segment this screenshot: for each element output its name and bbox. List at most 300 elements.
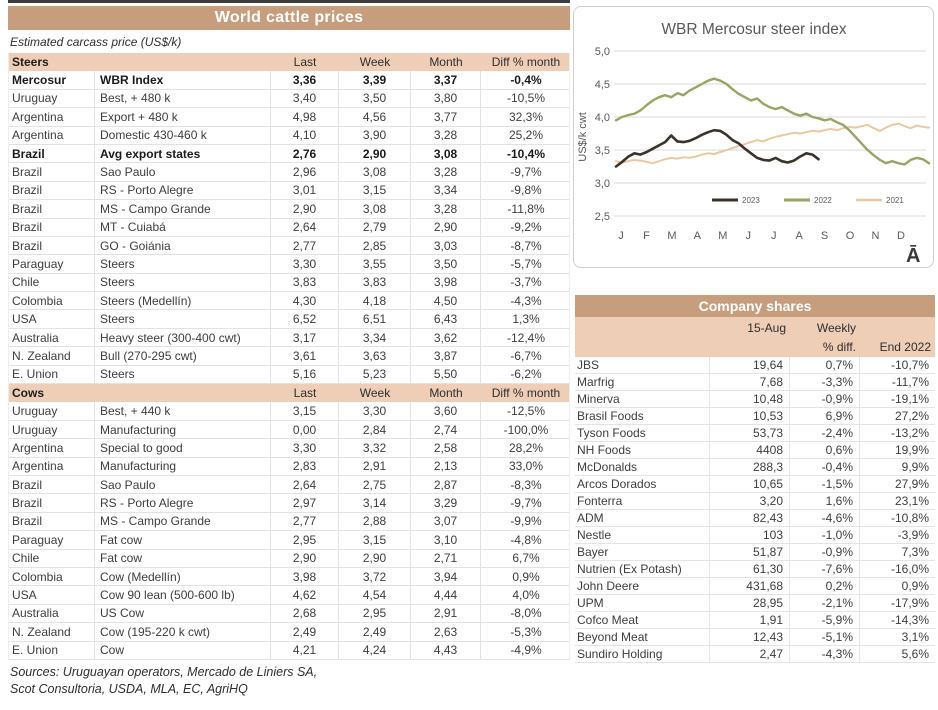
description-cell: Export + 480 k <box>95 108 271 125</box>
company-column-header <box>790 317 860 357</box>
table-row <box>9 347 569 365</box>
x-tick-label: D <box>896 230 905 242</box>
company-column-header <box>575 317 710 357</box>
table-row <box>9 71 569 89</box>
end2022-cell: -10,8% <box>890 511 929 525</box>
x-tick-label: N <box>871 230 880 242</box>
y-tick-label: 3,0 <box>594 178 610 190</box>
month-cell: 2,71 <box>411 550 481 567</box>
table-row <box>9 531 569 549</box>
month-cell: 2,13 <box>411 458 481 475</box>
end2022-cell: 23,1% <box>894 494 929 508</box>
table-row <box>575 629 935 646</box>
country-cell: Argentina <box>9 108 95 125</box>
section-name: Steers <box>12 55 49 70</box>
week-cell: 3,63 <box>339 347 411 364</box>
company-name-cell: John Deere <box>575 578 710 594</box>
diff-cell: -9,8% <box>510 183 542 198</box>
month-cell: 5,50 <box>411 366 481 383</box>
last-cell: 2,64 <box>271 476 339 493</box>
last-cell: 3,30 <box>271 439 339 456</box>
last-cell: 2,77 <box>271 513 339 530</box>
diff-cell: -10,4% <box>506 146 546 161</box>
company-name-cell: Cofco Meat <box>575 612 710 628</box>
description-cell: MS - Campo Grande <box>95 200 271 217</box>
week-cell: 2,79 <box>339 219 411 236</box>
diff-cell: -8,0% <box>510 606 542 621</box>
last-cell: 3,40 <box>271 90 339 107</box>
watermark-glyph: Ā <box>906 245 921 267</box>
country-cell: Australia <box>9 605 95 622</box>
x-tick-label: M <box>667 230 677 242</box>
last-cell: 2,95 <box>271 531 339 548</box>
weekly-diff-cell: -1,5% <box>790 476 860 492</box>
weekly-diff-cell: -5,1% <box>790 629 860 645</box>
country-cell: Brazil <box>9 219 95 236</box>
diff-cell: 1,3% <box>512 312 540 327</box>
company-name-cell: Beyond Meat <box>575 629 710 645</box>
column-header: Last <box>293 386 317 401</box>
weekly-diff-cell: -4,3% <box>790 646 860 662</box>
last-cell: 3,01 <box>271 182 339 199</box>
country-cell: Colombia <box>9 292 95 309</box>
description-cell: Steers <box>95 310 271 327</box>
country-cell: Brazil <box>9 145 95 162</box>
table-row <box>575 357 935 374</box>
price-cell: 4408 <box>710 442 790 458</box>
table-row <box>9 329 569 347</box>
week-cell: 2,90 <box>339 145 411 162</box>
country-cell: Australia <box>9 329 95 346</box>
week-cell: 4,18 <box>339 292 411 309</box>
last-cell: 3,36 <box>271 71 339 88</box>
week-cell: 4,56 <box>339 108 411 125</box>
country-cell: Brazil <box>9 476 95 493</box>
description-cell: Heavy steer (300-400 cwt) <box>95 329 271 346</box>
diff-cell: -6,7% <box>510 348 542 363</box>
table-row <box>9 458 569 476</box>
header-bottom-line: End 2022 <box>879 340 931 354</box>
weekly-diff-cell: -2,4% <box>790 425 860 441</box>
month-cell: 3,87 <box>411 347 481 364</box>
end2022-cell: -16,0% <box>890 562 929 576</box>
price-cell: 12,43 <box>710 629 790 645</box>
last-cell: 3,83 <box>271 274 339 291</box>
table-row <box>575 408 935 425</box>
description-cell: MT - Cuiabá <box>95 219 271 236</box>
table-row <box>575 646 935 663</box>
table-row <box>575 391 935 408</box>
last-cell: 2,90 <box>271 550 339 567</box>
description-cell: Cow (195-220 k cwt) <box>95 623 271 640</box>
month-cell: 3,50 <box>411 255 481 272</box>
country-cell: Chile <box>9 550 95 567</box>
table-row <box>9 586 569 604</box>
end2022-cell: 7,3% <box>901 545 929 559</box>
table-row <box>9 163 569 181</box>
country-cell: E. Union <box>9 642 95 659</box>
description-cell: RS - Porto Alegre <box>95 494 271 511</box>
weekly-diff-cell: -3,3% <box>790 374 860 390</box>
diff-cell: -9,7% <box>510 496 542 511</box>
description-cell: Steers <box>95 255 271 272</box>
month-cell: 3,80 <box>411 90 481 107</box>
y-tick-label: 2,5 <box>594 211 610 223</box>
description-cell: GO - Goiánia <box>95 237 271 254</box>
description-cell: Best, + 440 k <box>95 402 271 419</box>
country-cell: Brazil <box>9 513 95 530</box>
diff-cell: -0,4% <box>510 73 542 88</box>
price-cell: 28,95 <box>710 595 790 611</box>
country-cell: Uruguay <box>9 421 95 438</box>
last-cell: 3,17 <box>271 329 339 346</box>
table-row <box>575 493 935 510</box>
top-divider <box>8 0 570 3</box>
diff-cell: 32,3% <box>508 109 544 124</box>
section-header-row <box>9 53 569 71</box>
price-cell: 53,73 <box>710 425 790 441</box>
country-cell: Brazil <box>9 200 95 217</box>
end2022-cell: 27,2% <box>894 409 929 423</box>
week-cell: 3,72 <box>339 568 411 585</box>
table-row <box>575 544 935 561</box>
week-cell: 2,49 <box>339 623 411 640</box>
table-row <box>9 623 569 641</box>
table-row <box>575 374 935 391</box>
month-cell: 3,98 <box>411 274 481 291</box>
last-cell: 2,97 <box>271 494 339 511</box>
week-cell: 5,23 <box>339 366 411 383</box>
weekly-diff-cell: 0,7% <box>790 357 860 373</box>
last-cell: 5,16 <box>271 366 339 383</box>
table-row <box>9 90 569 108</box>
steer-index-chart <box>574 7 935 269</box>
country-cell: Argentina <box>9 458 95 475</box>
diff-cell: -100,0% <box>503 422 549 437</box>
month-cell: 3,60 <box>411 402 481 419</box>
table-row <box>9 421 569 439</box>
table-row <box>9 108 569 126</box>
price-cell: 1,91 <box>710 612 790 628</box>
diff-cell: -12,4% <box>506 330 546 345</box>
company-name-cell: Arcos Dorados <box>575 476 710 492</box>
end2022-cell: -19,1% <box>890 392 929 406</box>
carcass-price-subtitle: Estimated carcass price (US$/k) <box>10 35 182 49</box>
description-cell: Steers (Medellín) <box>95 292 271 309</box>
world-cattle-prices-title: World cattle prices <box>8 6 570 30</box>
company-name-cell: Marfrig <box>575 374 710 390</box>
weekly-diff-cell: 6,9% <box>790 408 860 424</box>
end2022-cell: 3,1% <box>901 630 929 644</box>
month-cell: 4,43 <box>411 642 481 659</box>
x-tick-label: A <box>795 230 803 242</box>
price-cell: 431,68 <box>710 578 790 594</box>
end2022-cell: -3,9% <box>897 528 929 542</box>
diff-cell: -3,7% <box>510 275 542 290</box>
price-cell: 288,3 <box>710 459 790 475</box>
y-tick-label: 4,5 <box>594 79 610 91</box>
weekly-diff-cell: -7,6% <box>790 561 860 577</box>
table-row <box>575 612 935 629</box>
x-tick-label: J <box>745 230 751 242</box>
end2022-cell: 27,9% <box>894 477 929 491</box>
month-cell: 3,07 <box>411 513 481 530</box>
diff-cell: -5,3% <box>510 624 542 639</box>
company-name-cell: Fonterra <box>575 493 710 509</box>
column-header: Week <box>359 386 391 401</box>
legend-label-2021: 2021 <box>886 196 904 205</box>
price-cell: 2,47 <box>710 646 790 662</box>
month-cell: 3,77 <box>411 108 481 125</box>
sources-line-1: Sources: Uruguayan operators, Mercado de Liniers SA, <box>10 665 318 679</box>
weekly-diff-cell: -0,9% <box>790 391 860 407</box>
week-cell: 3,55 <box>339 255 411 272</box>
weekly-diff-cell: -1,0% <box>790 527 860 543</box>
table-row <box>9 550 569 568</box>
description-cell: WBR Index <box>95 71 271 88</box>
diff-cell: -4,9% <box>510 643 542 658</box>
table-row <box>9 274 569 292</box>
end2022-cell: 19,9% <box>894 443 929 457</box>
last-cell: 2,64 <box>271 219 339 236</box>
week-cell: 3,08 <box>339 200 411 217</box>
chart-title: WBR Mercosur steer index <box>661 21 847 38</box>
last-cell: 3,61 <box>271 347 339 364</box>
table-row <box>575 561 935 578</box>
company-name-cell: NH Foods <box>575 442 710 458</box>
header-top-line: 15-Aug <box>747 321 786 335</box>
diff-cell: -4,3% <box>510 293 542 308</box>
end2022-cell: -13,2% <box>890 426 929 440</box>
price-cell: 10,48 <box>710 391 790 407</box>
table-row <box>9 494 569 512</box>
y-axis-title: US$/k cwt <box>577 112 589 162</box>
country-cell: Mercosur <box>9 71 95 88</box>
week-cell: 3,15 <box>339 182 411 199</box>
price-cell: 19,64 <box>710 357 790 373</box>
diff-cell: -10,5% <box>506 91 546 106</box>
last-cell: 2,68 <box>271 605 339 622</box>
x-tick-label: M <box>718 230 728 242</box>
week-cell: 2,95 <box>339 605 411 622</box>
last-cell: 3,98 <box>271 568 339 585</box>
week-cell: 2,84 <box>339 421 411 438</box>
end2022-cell: 9,9% <box>901 460 929 474</box>
price-cell: 10,53 <box>710 408 790 424</box>
country-cell: E. Union <box>9 366 95 383</box>
country-cell: Paraguay <box>9 255 95 272</box>
week-cell: 4,24 <box>339 642 411 659</box>
diff-cell: -8,7% <box>510 238 542 253</box>
x-tick-label: J <box>770 230 777 242</box>
table-row <box>9 310 569 328</box>
company-name-cell: Sundiro Holding <box>575 646 710 662</box>
country-cell: Uruguay <box>9 402 95 419</box>
week-cell: 3,08 <box>339 163 411 180</box>
price-cell: 82,43 <box>710 510 790 526</box>
month-cell: 3,34 <box>411 182 481 199</box>
table-row <box>575 595 935 612</box>
week-cell: 3,14 <box>339 494 411 511</box>
table-row <box>575 527 935 544</box>
y-tick-label: 3,5 <box>594 145 610 157</box>
week-cell: 2,88 <box>339 513 411 530</box>
description-cell: Cow <box>95 642 271 659</box>
table-row <box>9 145 569 163</box>
table-row <box>575 578 935 595</box>
company-name-cell: ADM <box>575 510 710 526</box>
week-cell: 3,15 <box>339 531 411 548</box>
week-cell: 3,39 <box>339 71 411 88</box>
description-cell: Best, + 480 k <box>95 90 271 107</box>
country-cell: USA <box>9 310 95 327</box>
country-cell: Colombia <box>9 568 95 585</box>
last-cell: 3,30 <box>271 255 339 272</box>
table-row <box>9 366 569 384</box>
series-line-2022 <box>616 79 929 165</box>
week-cell: 3,32 <box>339 439 411 456</box>
month-cell: 2,74 <box>411 421 481 438</box>
table-row <box>9 219 569 237</box>
description-cell: Special to good <box>95 439 271 456</box>
month-cell: 3,03 <box>411 237 481 254</box>
table-row <box>9 568 569 586</box>
table-row <box>575 476 935 493</box>
table-row <box>9 513 569 531</box>
weekly-diff-cell: -5,9% <box>790 612 860 628</box>
cattle-prices-table <box>8 53 570 660</box>
weekly-diff-cell: -2,1% <box>790 595 860 611</box>
week-cell: 3,90 <box>339 127 411 144</box>
table-row <box>9 255 569 273</box>
x-tick-label: O <box>845 230 855 242</box>
diff-cell: 0,9% <box>512 569 540 584</box>
company-shares-header <box>575 317 935 357</box>
column-header: Last <box>293 55 317 70</box>
month-cell: 6,43 <box>411 310 481 327</box>
weekly-diff-cell: 0,6% <box>790 442 860 458</box>
description-cell: Steers <box>95 274 271 291</box>
table-row <box>9 200 569 218</box>
price-cell: 51,87 <box>710 544 790 560</box>
description-cell: Avg export states <box>95 145 271 162</box>
end2022-cell: -11,7% <box>891 375 929 389</box>
company-shares-title: Company shares <box>575 295 935 317</box>
table-row <box>9 402 569 420</box>
header-bottom-line: % diff. <box>822 340 856 354</box>
table-row <box>9 237 569 255</box>
company-shares-panel <box>575 295 935 663</box>
end2022-cell: 5,6% <box>901 647 929 661</box>
company-name-cell: Minerva <box>575 391 710 407</box>
country-cell: USA <box>9 586 95 603</box>
company-name-cell: Brasil Foods <box>575 408 710 424</box>
week-cell: 6,51 <box>339 310 411 327</box>
last-cell: 4,62 <box>271 586 339 603</box>
weekly-diff-cell: -0,4% <box>790 459 860 475</box>
country-cell: Brazil <box>9 182 95 199</box>
week-cell: 4,54 <box>339 586 411 603</box>
description-cell: Cow (Medellín) <box>95 568 271 585</box>
week-cell: 2,91 <box>339 458 411 475</box>
weekly-diff-cell: -4,6% <box>790 510 860 526</box>
diff-cell: -4,8% <box>510 532 542 547</box>
company-name-cell: UPM <box>575 595 710 611</box>
country-cell: Argentina <box>9 127 95 144</box>
table-row <box>9 439 569 457</box>
table-row <box>575 442 935 459</box>
country-cell: Chile <box>9 274 95 291</box>
x-tick-label: J <box>618 230 624 242</box>
diff-cell: -12,5% <box>506 404 546 419</box>
description-cell: Bull (270-295 cwt) <box>95 347 271 364</box>
week-cell: 2,75 <box>339 476 411 493</box>
country-cell: Uruguay <box>9 90 95 107</box>
table-row <box>575 425 935 442</box>
diff-cell: -9,7% <box>510 165 542 180</box>
country-cell: N. Zealand <box>9 347 95 364</box>
week-cell: 2,85 <box>339 237 411 254</box>
month-cell: 3,10 <box>411 531 481 548</box>
company-column-header <box>710 317 790 357</box>
table-row <box>9 642 569 660</box>
price-cell: 103 <box>710 527 790 543</box>
description-cell: Domestic 430-460 k <box>95 127 271 144</box>
description-cell: US Cow <box>95 605 271 622</box>
month-cell: 3,28 <box>411 163 481 180</box>
diff-cell: 25,2% <box>508 128 544 143</box>
table-row <box>575 510 935 527</box>
last-cell: 2,96 <box>271 163 339 180</box>
month-cell: 3,62 <box>411 329 481 346</box>
header-top-line: Weekly <box>816 321 856 335</box>
section-name: Cows <box>12 386 45 401</box>
world-cattle-prices-panel <box>8 0 570 660</box>
end2022-cell: -17,9% <box>890 596 929 610</box>
steer-index-chart-card <box>573 6 934 268</box>
description-cell: Manufacturing <box>95 421 271 438</box>
month-cell: 2,91 <box>411 605 481 622</box>
month-cell: 3,37 <box>411 71 481 88</box>
company-name-cell: Nutrien (Ex Potash) <box>575 561 710 577</box>
month-cell: 3,28 <box>411 200 481 217</box>
description-cell: Cow 90 lean (500-600 lb) <box>95 586 271 603</box>
company-name-cell: Tyson Foods <box>575 425 710 441</box>
y-tick-label: 4,0 <box>594 112 610 124</box>
description-cell: Fat cow <box>95 550 271 567</box>
last-cell: 3,15 <box>271 402 339 419</box>
weekly-diff-cell: -0,9% <box>790 544 860 560</box>
month-cell: 4,50 <box>411 292 481 309</box>
description-cell: RS - Porto Alegre <box>95 182 271 199</box>
month-cell: 3,94 <box>411 568 481 585</box>
diff-cell: -11,8% <box>507 201 545 216</box>
week-cell: 3,34 <box>339 329 411 346</box>
diff-cell: -8,3% <box>510 477 542 492</box>
price-cell: 7,68 <box>710 374 790 390</box>
country-cell: Paraguay <box>9 531 95 548</box>
table-row <box>9 127 569 145</box>
legend-label-2023: 2023 <box>742 196 760 205</box>
country-cell: Brazil <box>9 237 95 254</box>
month-cell: 3,08 <box>411 145 481 162</box>
price-cell: 3,20 <box>710 493 790 509</box>
week-cell: 2,90 <box>339 550 411 567</box>
last-cell: 2,90 <box>271 200 339 217</box>
company-column-header <box>860 317 935 357</box>
description-cell: Sao Paulo <box>95 476 271 493</box>
last-cell: 2,77 <box>271 237 339 254</box>
